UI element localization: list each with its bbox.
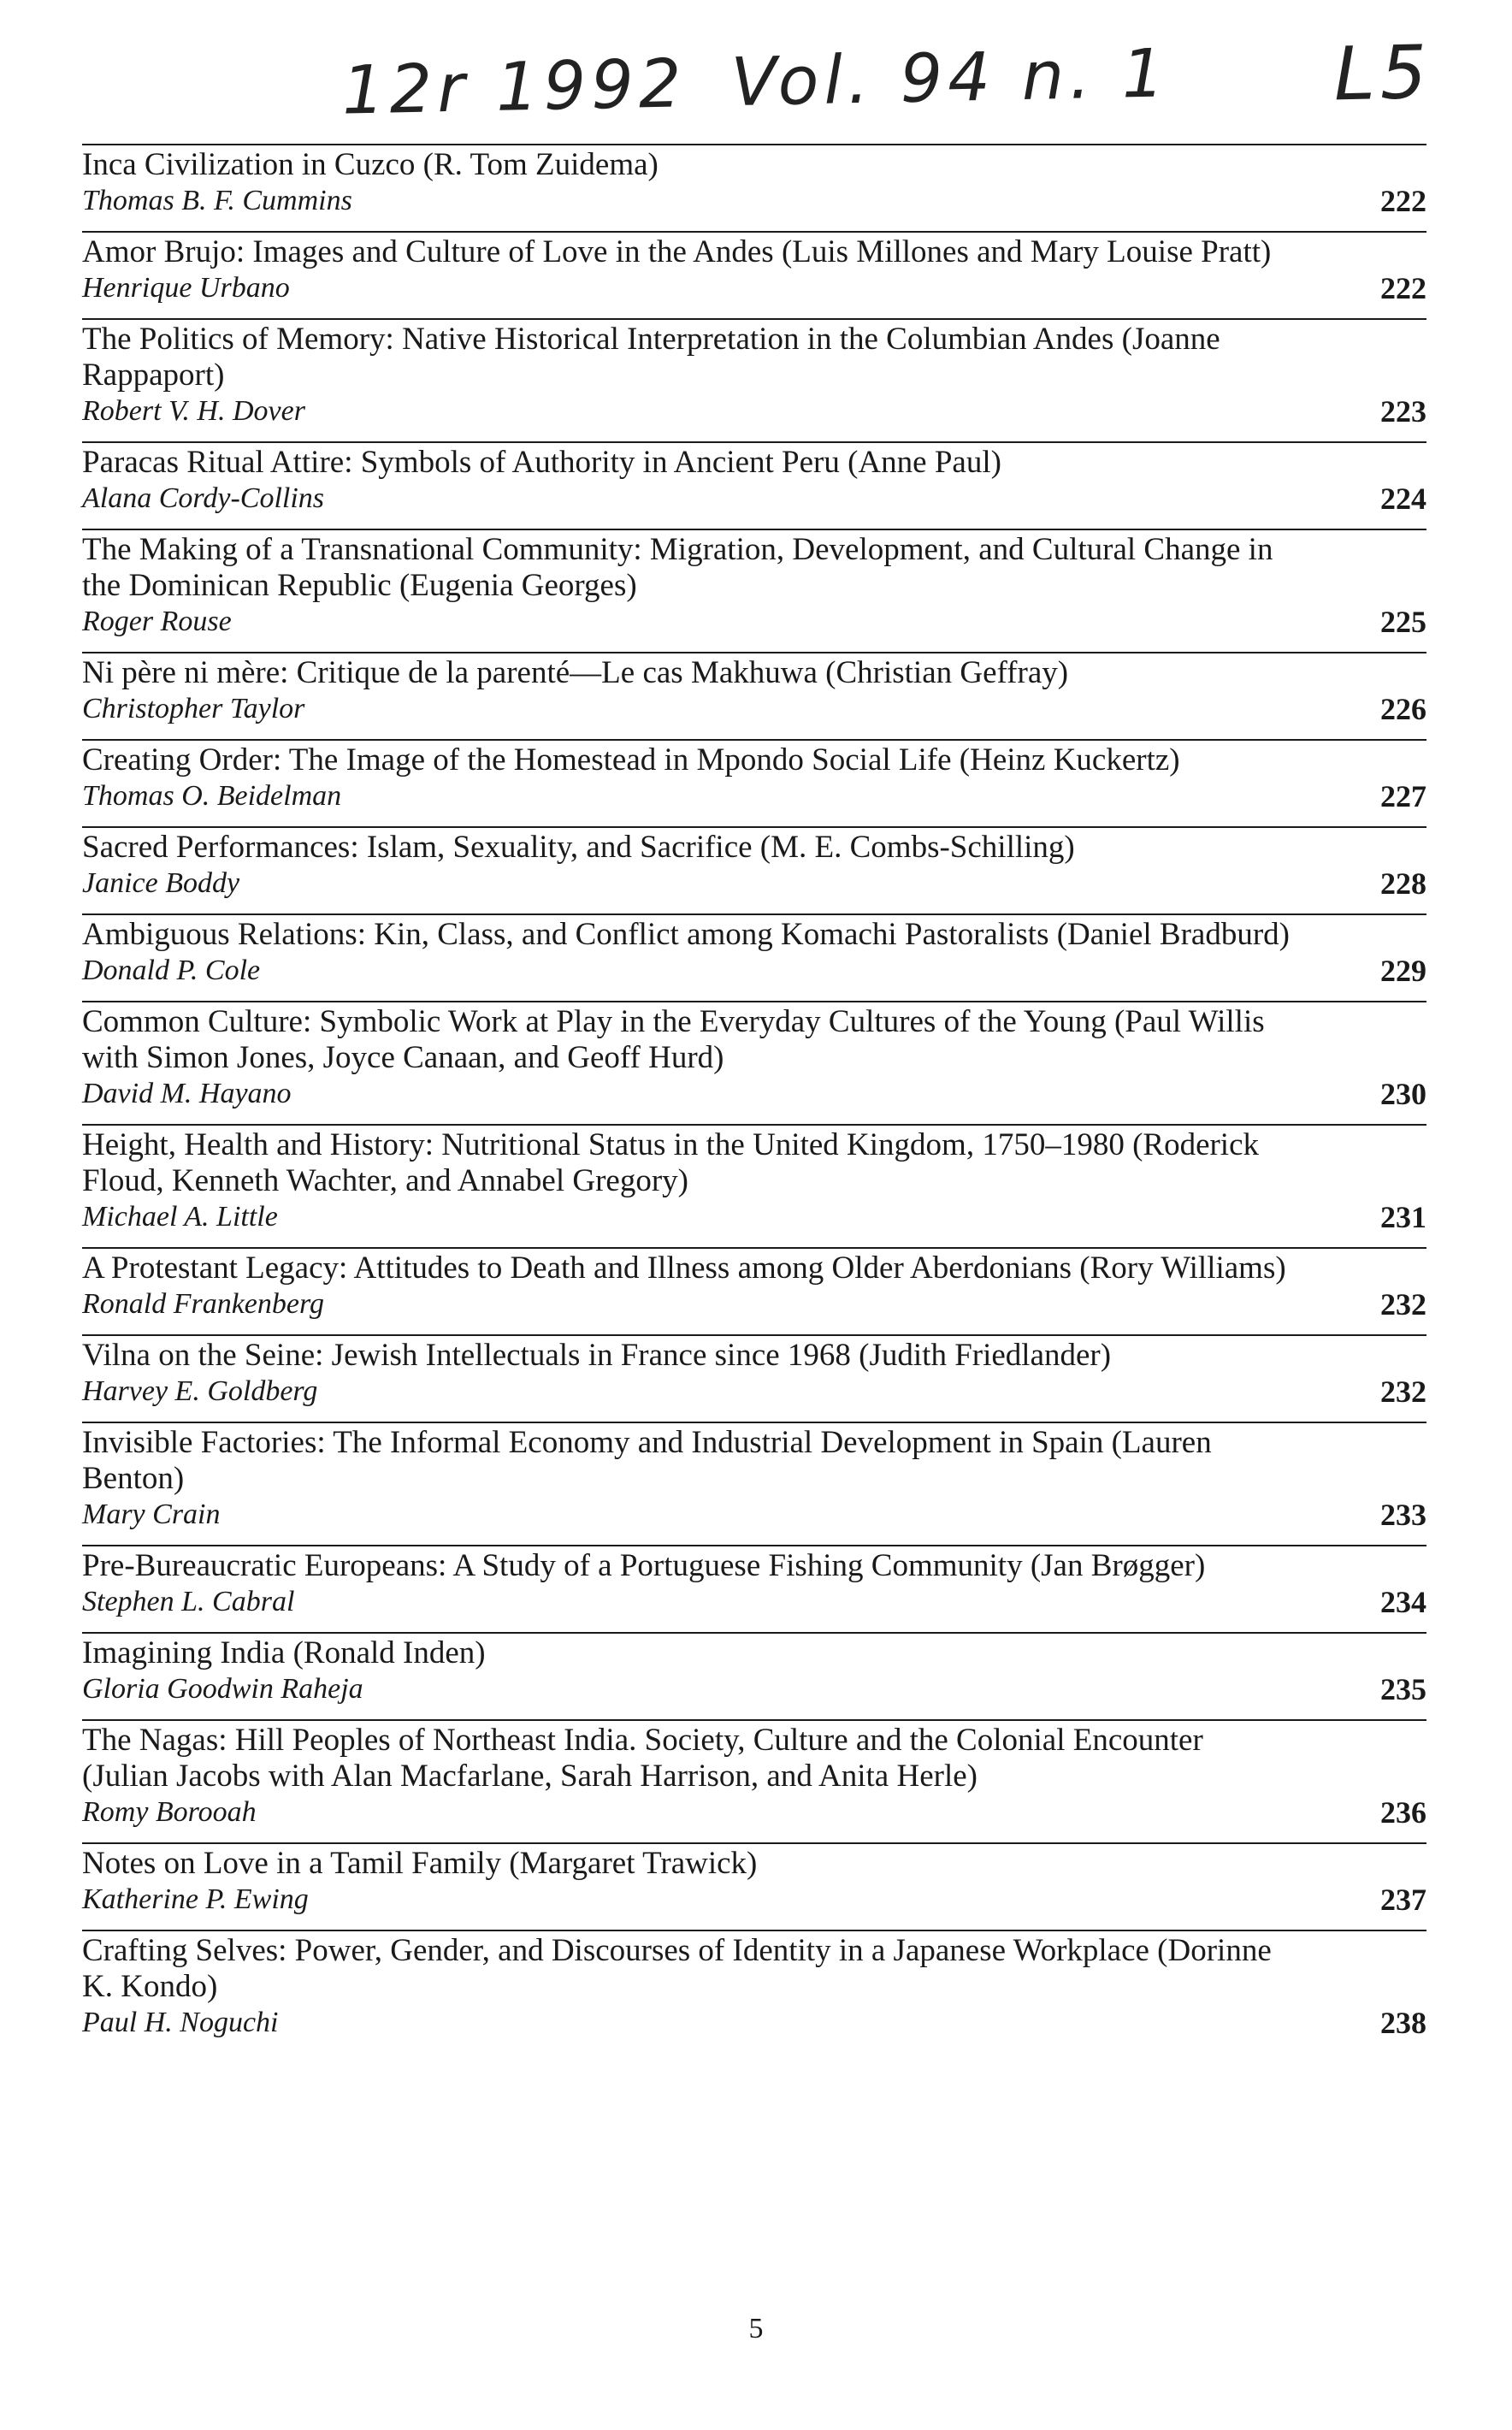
entry-page-number: 238 bbox=[1380, 2006, 1426, 2040]
book-title: The Nagas: Hill Peoples of Northeast India. Society, Culture and the Colonial Encounter (Julian Jacobs with Alan Macfarlane, Sarah Harrison, and Anita Herle) bbox=[82, 1723, 1203, 1794]
entry-page-number: 233 bbox=[1380, 1498, 1426, 1532]
book-title: Imagining India (Ronald Inden) bbox=[82, 1635, 486, 1670]
reviewer-name: Thomas O. Beidelman bbox=[82, 780, 342, 812]
toc-entry bbox=[82, 1930, 1426, 2053]
reviewer-name: Mary Crain bbox=[82, 1499, 221, 1530]
book-title: Crafting Selves: Power, Gender, and Discourses of Identity in a Japanese Workplace (Dorinne K. Kondo) bbox=[82, 1933, 1272, 2004]
entry-page-number: 224 bbox=[1380, 482, 1426, 516]
entry-page-number: 222 bbox=[1380, 271, 1426, 305]
reviewer-name: Katherine P. Ewing bbox=[82, 1883, 309, 1915]
entry-page-number: 236 bbox=[1380, 1795, 1426, 1830]
toc-entry bbox=[82, 1422, 1426, 1545]
book-title: A Protestant Legacy: Attitudes to Death and Illness among Older Aberdonians (Rory Williams) bbox=[82, 1250, 1286, 1286]
handwritten-note-2: Vol. 94 bbox=[729, 38, 996, 122]
toc-entry bbox=[82, 441, 1426, 529]
toc-entry bbox=[82, 826, 1426, 913]
reviewer-name: David M. Hayano bbox=[82, 1078, 292, 1109]
reviewer-name: Janice Boddy bbox=[82, 867, 240, 899]
book-title: Height, Health and History: Nutritional Status in the United Kingdom, 1750–1980 (Roderick Floud, Kenneth Wachter, and Annabel Gregory) bbox=[82, 1127, 1260, 1198]
reviewer-name: Michael A. Little bbox=[82, 1201, 278, 1233]
handwritten-note-3: n. 1 bbox=[1020, 35, 1171, 115]
toc-entry bbox=[82, 1247, 1426, 1334]
book-title: Common Culture: Symbolic Work at Play in the Everyday Cultures of the Young (Paul Willis with Simon Jones, Joyce Canaan, and Geoff Hurd) bbox=[82, 1004, 1265, 1075]
reviewer-name: Gloria Goodwin Raheja bbox=[82, 1673, 363, 1705]
toc-entry bbox=[82, 1719, 1426, 1842]
book-title: The Politics of Memory: Native Historical Interpretation in the Columbian Andes (Joanne Rappaport) bbox=[82, 322, 1220, 393]
handwritten-note-4: L5 bbox=[1332, 29, 1433, 118]
reviewer-name: Alana Cordy-Collins bbox=[82, 482, 325, 514]
handwritten-note-1: 12r 1992 bbox=[340, 45, 688, 130]
toc-entry bbox=[82, 1545, 1426, 1632]
toc-entry bbox=[82, 652, 1426, 739]
book-title: Invisible Factories: The Informal Economy and Industrial Development in Spain (Lauren Benton) bbox=[82, 1425, 1212, 1496]
entry-page-number: 237 bbox=[1380, 1883, 1426, 1917]
page-number: 5 bbox=[748, 2313, 764, 2344]
book-title: Paracas Ritual Attire: Symbols of Authority in Ancient Peru (Anne Paul) bbox=[82, 445, 1001, 480]
book-title: The Making of a Transnational Community: Migration, Development, and Cultural Change in the Dominican Republic (Eugenia Georges) bbox=[82, 532, 1273, 603]
table-of-contents bbox=[82, 144, 1426, 2053]
reviewer-name: Christopher Taylor bbox=[82, 693, 305, 724]
entry-page-number: 225 bbox=[1380, 605, 1426, 639]
book-title: Vilna on the Seine: Jewish Intellectuals in France since 1968 (Judith Friedlander) bbox=[82, 1338, 1112, 1373]
book-title: Amor Brujo: Images and Culture of Love in the Andes (Luis Millones and Mary Louise Pratt) bbox=[82, 234, 1272, 269]
entry-page-number: 235 bbox=[1380, 1672, 1426, 1706]
book-title: Ni père ni mère: Critique de la parenté—Le cas Makhuwa (Christian Geffray) bbox=[82, 655, 1069, 690]
reviewer-name: Romy Borooah bbox=[82, 1796, 257, 1828]
toc-entry bbox=[82, 318, 1426, 441]
entry-page-number: 232 bbox=[1380, 1287, 1426, 1321]
entry-page-number: 226 bbox=[1380, 692, 1426, 726]
entry-page-number: 230 bbox=[1380, 1077, 1426, 1111]
toc-entry bbox=[82, 1124, 1426, 1247]
toc-entry bbox=[82, 913, 1426, 1001]
entry-page-number: 227 bbox=[1380, 779, 1426, 813]
toc-entry bbox=[82, 529, 1426, 652]
reviewer-name: Harvey E. Goldberg bbox=[82, 1375, 318, 1407]
entry-page-number: 223 bbox=[1380, 394, 1426, 429]
reviewer-name: Robert V. H. Dover bbox=[82, 395, 305, 427]
entry-page-number: 231 bbox=[1380, 1200, 1426, 1234]
entry-page-number: 232 bbox=[1380, 1375, 1426, 1409]
reviewer-name: Paul H. Noguchi bbox=[82, 2007, 279, 2038]
reviewer-name: Donald P. Cole bbox=[82, 955, 261, 986]
reviewer-name: Stephen L. Cabral bbox=[82, 1586, 295, 1617]
reviewer-name: Ronald Frankenberg bbox=[82, 1288, 324, 1320]
toc-entry bbox=[82, 1842, 1426, 1930]
book-title: Creating Order: The Image of the Homestead in Mpondo Social Life (Heinz Kuckertz) bbox=[82, 742, 1180, 777]
toc-entry bbox=[82, 231, 1426, 318]
book-title: Ambiguous Relations: Kin, Class, and Conflict among Komachi Pastoralists (Daniel Bradburd) bbox=[82, 917, 1290, 952]
toc-entry bbox=[82, 1334, 1426, 1422]
book-title: Sacred Performances: Islam, Sexuality, and Sacrifice (M. E. Combs-Schilling) bbox=[82, 830, 1075, 865]
handwritten-annotation bbox=[341, 29, 1455, 146]
toc-entry bbox=[82, 739, 1426, 826]
entry-page-number: 234 bbox=[1380, 1585, 1426, 1619]
toc-entry bbox=[82, 1632, 1426, 1719]
toc-entry bbox=[82, 144, 1426, 231]
entry-page-number: 229 bbox=[1380, 954, 1426, 988]
toc-entry bbox=[82, 1001, 1426, 1124]
entry-page-number: 228 bbox=[1380, 866, 1426, 901]
book-title: Pre-Bureaucratic Europeans: A Study of a Portuguese Fishing Community (Jan Brøgger) bbox=[82, 1548, 1206, 1583]
book-title: Inca Civilization in Cuzco (R. Tom Zuidema) bbox=[82, 147, 659, 182]
book-title: Notes on Love in a Tamil Family (Margaret Trawick) bbox=[82, 1846, 758, 1881]
reviewer-name: Thomas B. F. Cummins bbox=[82, 185, 352, 216]
entry-page-number: 222 bbox=[1380, 184, 1426, 218]
reviewer-name: Roger Rouse bbox=[82, 606, 232, 637]
reviewer-name: Henrique Urbano bbox=[82, 272, 290, 304]
